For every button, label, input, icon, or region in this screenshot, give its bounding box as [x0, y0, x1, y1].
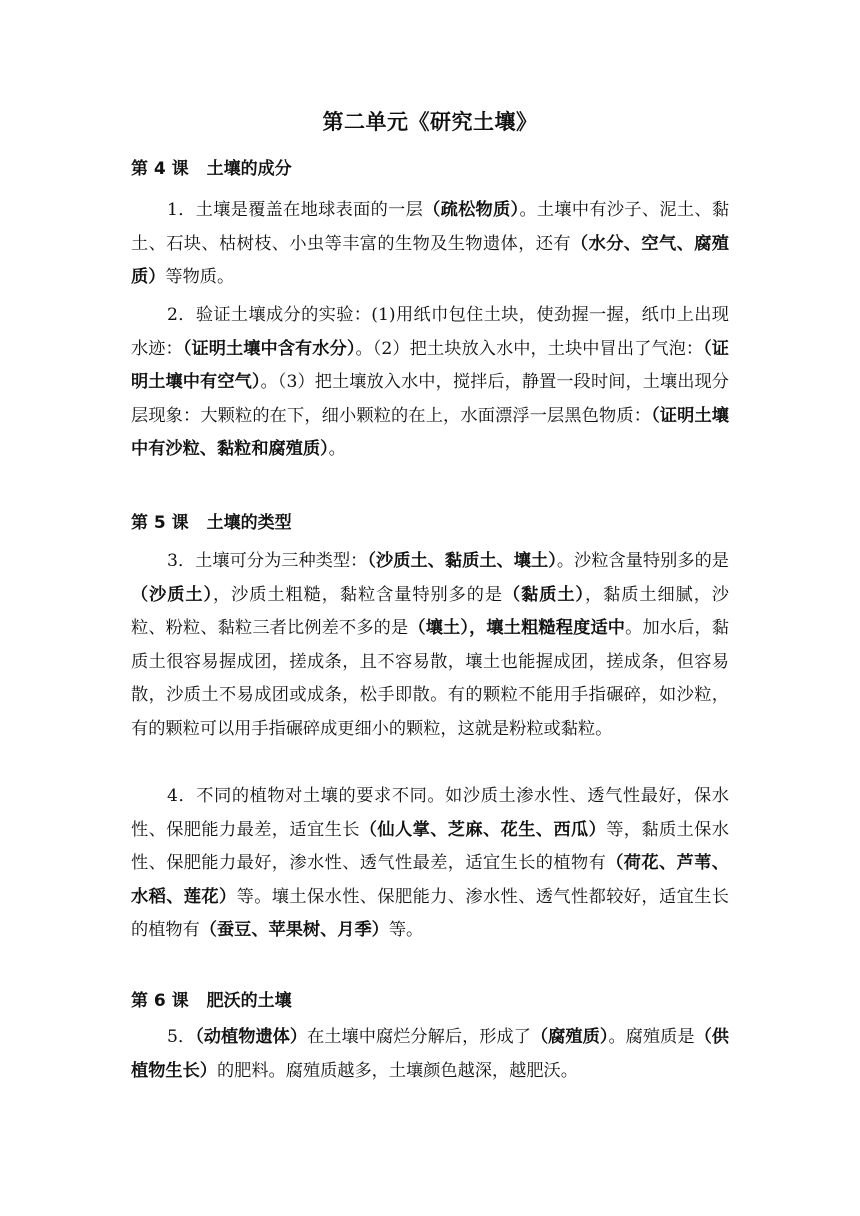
lesson-4-label: 第 4 课 [131, 159, 189, 179]
text-run: 。（2）把土块放入水中，土块中冒出了气泡： [355, 338, 704, 359]
text-run: 1．土壤是覆盖在地球表面的一层 [167, 200, 424, 220]
answer-highlight: （供植物生长） [131, 1027, 729, 1081]
answer-highlight: （疏松物质） [423, 200, 520, 220]
paragraph-3 [131, 545, 729, 747]
text-run: 4．不同的植物对土壤的要求不同。如沙质土渗水性、透气性最好，保水性、保肥能力最差，适宜生长 [131, 786, 729, 840]
lesson-6-label: 第 6 课 [131, 991, 189, 1011]
text-run: 。沙粒含量特别多的是 [556, 551, 729, 571]
text-run: 。 [328, 439, 346, 460]
answer-highlight: （证明土壤中含有水分） [182, 338, 356, 359]
lesson-4-heading [131, 154, 292, 179]
paragraph-5 [131, 1021, 729, 1088]
lesson-6-heading [131, 986, 292, 1011]
paragraph-2 [131, 299, 729, 467]
text-run: 。（3）把土壤放入水中，搅拌后，静置一段时间，土壤出现分层现象：大颗粒的在下，细小颗粒的在上，水面漂浮一层黑色物质： [131, 372, 729, 426]
lesson-5-name: 土壤的类型 [206, 513, 292, 533]
text-run: 在土壤中腐烂分解后，形成了 [307, 1027, 531, 1047]
text-run: ，黏质土细腻，沙粒、粉粒、黏粒三者比例差不多的是 [131, 584, 729, 639]
answer-highlight: （沙质土、黏质土、壤土） [367, 551, 557, 571]
answer-highlight: （黏质土） [502, 584, 585, 605]
text-run: 。土壤中有沙子、泥土、黏土、石块、枯树枝、小虫等丰富的生物及生物遗体，还有 [131, 200, 730, 254]
answer-highlight: （荷花、芦苇、水稻、莲花） [131, 853, 729, 907]
text-run: 。加水后，黏质土很容易握成团，搓成条，且不容易散，壤土也能握成团，搓成条，但容易散，沙质土不易成团或成条，松手即散。有的颗粒不能用手指碾碎，如沙粒，有的颗粒可以用手指碾碎成更细小的颗粒，这就是粉粒或黏粒。 [131, 618, 729, 739]
answer-highlight: （水分、空气、腐殖质） [131, 233, 729, 288]
answer-highlight: （证明土壤中有空气） [131, 338, 729, 393]
lesson-5-heading [131, 508, 292, 533]
text-run: 3．土壤可分为三种类型： [167, 551, 368, 571]
answer-highlight: （仙人掌、芝麻、花生、西瓜） [359, 819, 607, 840]
text-run: 等，黏质土保水性、保肥能力最好，渗水性、透气性最差，适宜生长的植物有 [131, 819, 729, 874]
text-run: 等物质。 [165, 267, 235, 288]
paragraph-1 [131, 194, 729, 295]
lesson-6-name: 肥沃的土壤 [206, 991, 292, 1011]
text-run: 等。 [388, 920, 424, 941]
text-run: ，沙质土粗糙，黏粒含量特别多的是 [213, 584, 503, 605]
lesson-5-label: 第 5 课 [131, 513, 189, 533]
answer-highlight: （动植物遗体） [195, 1027, 308, 1047]
text-run: 等。壤土保水性、保肥能力、渗水性、透气性都较好，适宜生长的植物有 [131, 886, 729, 941]
text-run: 的肥料。腐殖质越多，土壤颜色越深，越肥沃。 [216, 1060, 578, 1081]
page-title: 第二单元《研究土壤》 [322, 110, 538, 134]
answer-highlight: （蚕豆、苹果树、月季） [199, 920, 389, 941]
lesson-4-name: 土壤的成分 [206, 159, 292, 179]
text-run: 5． [167, 1027, 196, 1047]
text-run: 。腐殖质是 [608, 1027, 695, 1047]
text-run: 2．验证土壤成分的实验：(1)用纸巾包住土块，使劲握一握，纸巾上出现水迹： [131, 305, 729, 359]
answer-highlight: （沙质土） [131, 584, 214, 605]
answer-highlight: （证明土壤中有沙粒、黏粒和腐殖质） [131, 405, 729, 460]
answer-highlight: （壤土），壤土粗糙程度适中 [408, 618, 626, 639]
paragraph-4 [131, 780, 729, 948]
answer-highlight: （腐殖质） [530, 1027, 609, 1047]
